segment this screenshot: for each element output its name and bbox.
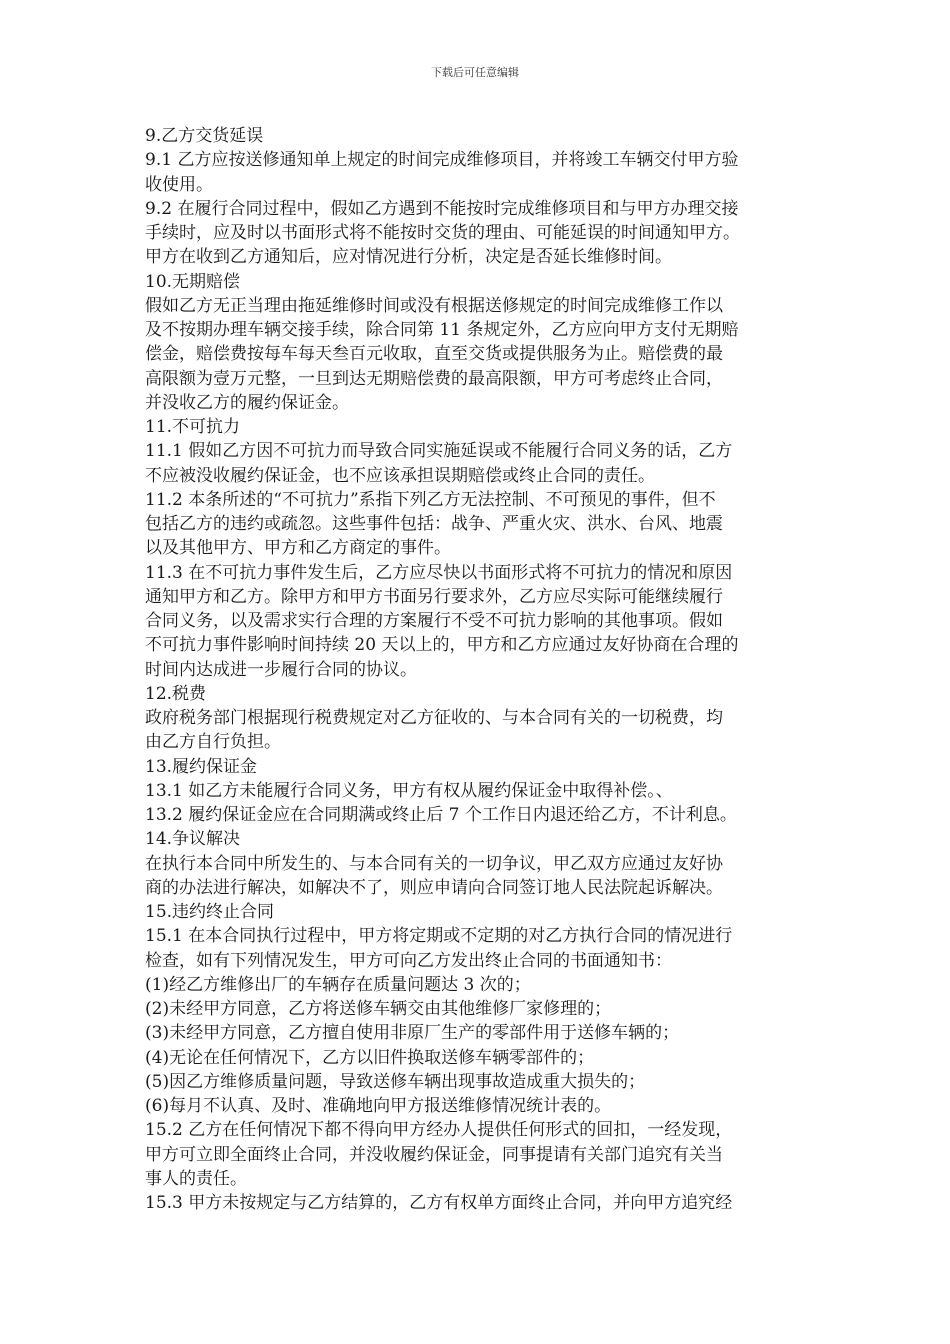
text-line: 不可抗力事件影响时间持续 20 天以上的，甲方和乙方应通过友好协商在合理的 — [145, 635, 739, 656]
text-line: (2)未经甲方同意，乙方将送修车辆交由其他维修厂家修理的； — [145, 999, 612, 1019]
text-line: 9.乙方交货延误 — [145, 126, 264, 146]
text-line: 高限额为壹万元整，一旦到达无期赔偿费的最高限额，甲方可考虑终止合同， — [145, 368, 723, 389]
text-line: 13.2 履约保证金应在合同期满或终止后 7 个工作日内退还给乙方，不计利息。 — [145, 805, 737, 825]
text-line: 时间内达成进一步履行合同的协议。 — [145, 659, 417, 680]
text-line: 15.3 甲方未按规定与乙方结算的，乙方有权单方面终止合同，并向甲方追究经 — [145, 1193, 733, 1213]
text-line: 商的办法进行解决，如解决不了，则应申请向合同签订地人民法院起诉解决。 — [145, 877, 723, 898]
text-line: 合同义务，以及需求实行合理的方案履行不受不可抗力影响的其他事项。假如 — [145, 611, 723, 631]
text-line: 15.1 在本合同执行过程中，甲方将定期或不定期的对乙方执行合同的情况进行 — [145, 926, 733, 947]
text-line: (6)每月不认真、及时、准确地向甲方报送维修情况统计表的。 — [145, 1096, 612, 1116]
text-line: 偿金，赔偿费按每车每天叁百元收取，直至交货或提供服务为止。赔偿费的最 — [145, 344, 723, 365]
text-line: 事人的责任。 — [145, 1168, 247, 1189]
text-line: 及不按期办理车辆交接手续，除合同第 11 条规定外，乙方应向甲方支付无期赔 — [145, 320, 739, 340]
text-line: 12.税费 — [145, 683, 207, 704]
text-line: (5)因乙方维修质量问题，导致送修车辆出现事故造成重大损失的； — [145, 1071, 646, 1092]
text-line: 由乙方自行负担。 — [145, 732, 281, 753]
page-header: 下载后可任意编辑 — [431, 66, 519, 79]
text-line: 11.1 假如乙方因不可抗力而导致合同实施延误或不能履行合同义务的话，乙方 — [145, 441, 733, 462]
text-line: 15.2 乙方在任何情况下都不得向甲方经办人提供任何形式的回扣，一经发现， — [145, 1120, 733, 1141]
text-line: 收使用。 — [145, 174, 213, 195]
text-line: 通知甲方和乙方。除甲方和甲方书面另行要求外，乙方应尽实际可能继续履行 — [145, 586, 723, 607]
text-line: 11.2 本条所述的“不可抗力”系指下列乙方无法控制、不可预见的事件，但不 — [145, 489, 716, 510]
text-line: 15.违约终止合同 — [145, 902, 275, 922]
text-line: 假如乙方无正当理由拖延维修时间或没有根据送修规定的时间完成维修工作以 — [145, 295, 723, 316]
text-line: 在执行本合同中所发生的、与本合同有关的一切争议，甲乙双方应通过友好协 — [145, 853, 723, 874]
text-line: 甲方在收到乙方通知后，应对情况进行分析，决定是否延长维修时间。 — [145, 247, 672, 268]
text-line: 11.不可抗力 — [145, 417, 241, 437]
text-line: (4)无论在任何情况下，乙方以旧件换取送修车辆零部件的； — [145, 1047, 595, 1068]
text-line: 14.争议解决 — [145, 829, 241, 850]
text-line: 政府税务部门根据现行税费规定对乙方征收的、与本合同有关的一切税费，均 — [145, 708, 723, 728]
text-line: 并没收乙方的履约保证金。 — [145, 392, 349, 413]
text-line: 13.履约保证金 — [145, 756, 258, 777]
text-line: 检查，如有下列情况发生，甲方可向乙方发出终止合同的书面通知书： — [145, 950, 672, 971]
text-line: 11.3 在不可抗力事件发生后，乙方应尽快以书面形式将不可抗力的情况和原因 — [145, 562, 733, 583]
text-line: 9.1 乙方应按送修通知单上规定的时间完成维修项目，并将竣工车辆交付甲方验 — [145, 150, 739, 171]
text-line: 13.1 如乙方未能履行合同义务，甲方有权从履约保证金中取得补偿。、 — [145, 780, 673, 801]
text-line: 包括乙方的违约或疏忽。这些事件包括：战争、严重火灾、洪水、台风、地震 — [145, 514, 723, 534]
text-line: (3)未经甲方同意，乙方擅自使用非原厂生产的零部件用于送修车辆的； — [145, 1023, 680, 1044]
text-line: 甲方可立即全面终止合同，并没收履约保证金，同事提请有关部门追究有关当 — [145, 1144, 723, 1165]
text-line: 10.无期赔偿 — [145, 271, 241, 292]
text-line: 手续时，应及时以书面形式将不能按时交货的理由、可能延误的时间通知甲方。 — [145, 223, 740, 243]
text-line: (1)经乙方维修出厂的车辆存在质量问题达 3 次的； — [145, 974, 531, 995]
document-body — [145, 124, 813, 1215]
text-line: 9.2 在履行合同过程中，假如乙方遇到不能按时完成维修项目和与甲方办理交接 — [145, 198, 739, 219]
text-line: 以及其他甲方、甲方和乙方商定的事件。 — [145, 538, 451, 559]
text-line: 不应被没收履约保证金，也不应该承担误期赔偿或终止合同的责任。 — [145, 465, 655, 486]
